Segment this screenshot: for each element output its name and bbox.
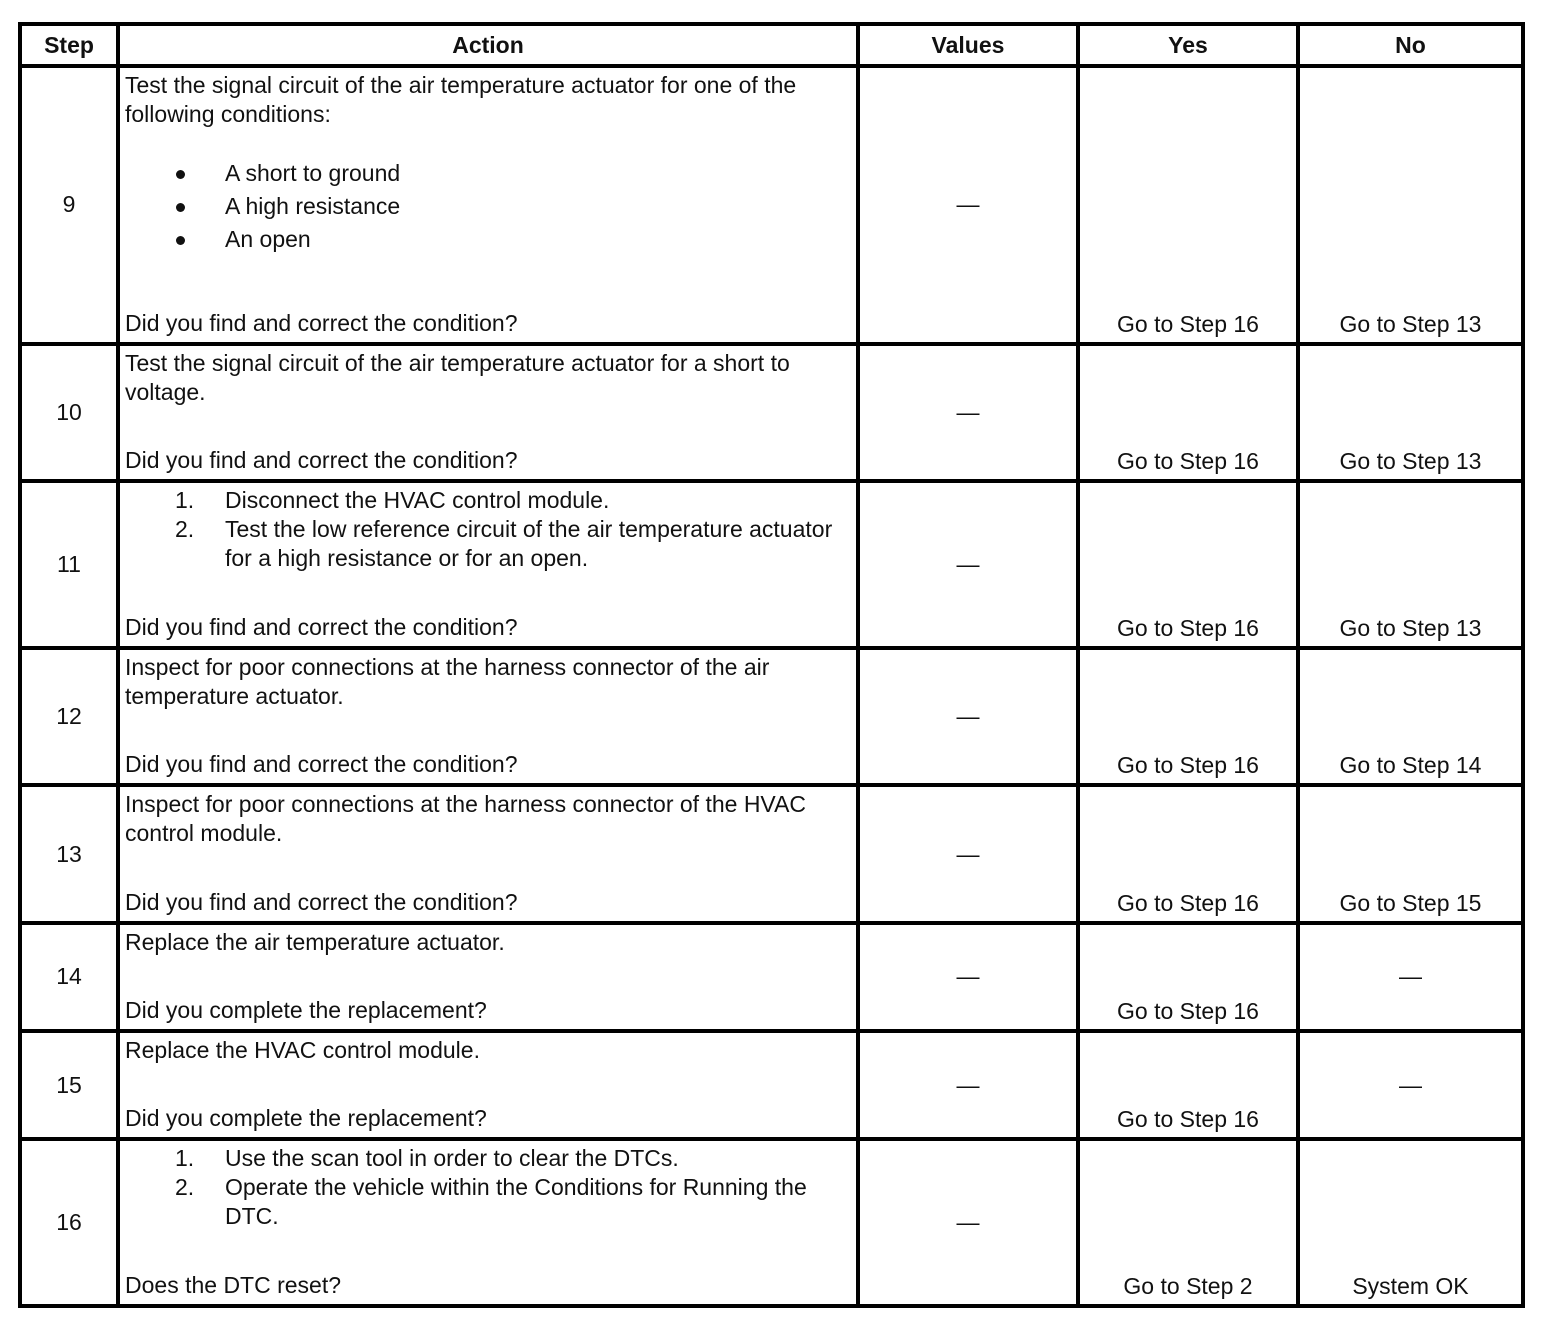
- numbered-list: [125, 1144, 850, 1231]
- yes-cell: Go to Step 16: [1078, 648, 1298, 785]
- values-cell: —: [858, 923, 1078, 1031]
- table-row: [20, 648, 1523, 785]
- table-row: [20, 785, 1523, 922]
- values-cell: —: [858, 66, 1078, 344]
- list-item-text: Operate the vehicle within the Conditions for Running the DTC.: [225, 1174, 807, 1230]
- values-cell: —: [858, 785, 1078, 922]
- step-number: 10: [20, 344, 118, 481]
- yes-cell: Go to Step 16: [1078, 785, 1298, 922]
- question-text: Did you find and correct the condition?: [125, 888, 518, 915]
- question-text: Did you find and correct the condition?: [125, 751, 518, 778]
- values-cell: —: [858, 344, 1078, 481]
- action-cell: [118, 923, 858, 1031]
- yes-cell: Go to Step 16: [1078, 66, 1298, 344]
- list-item: [125, 157, 850, 190]
- list-item-text: A high resistance: [225, 193, 401, 219]
- table-row: [20, 66, 1523, 344]
- yes-cell: Go to Step 2: [1078, 1139, 1298, 1306]
- list-item: [125, 515, 850, 573]
- list-number: 1.: [175, 487, 195, 514]
- list-number: 2.: [175, 516, 195, 543]
- values-cell: —: [858, 1139, 1078, 1306]
- numbered-list: [125, 486, 850, 573]
- table-row: [20, 481, 1523, 648]
- diagnostic-table: [18, 22, 1525, 1308]
- question-text: Did you complete the replacement?: [125, 1105, 487, 1132]
- step-number: 16: [20, 1139, 118, 1306]
- no-cell: —: [1298, 1031, 1523, 1139]
- step-number: 13: [20, 785, 118, 922]
- action-cell: [118, 648, 858, 785]
- question-text: Did you find and correct the condition?: [125, 447, 518, 474]
- list-item-text: An open: [225, 226, 311, 252]
- table-row: [20, 1031, 1523, 1139]
- list-item: [125, 223, 850, 256]
- yes-cell: Go to Step 16: [1078, 481, 1298, 648]
- yes-cell: Go to Step 16: [1078, 344, 1298, 481]
- bullet-icon: [176, 170, 185, 179]
- values-cell: —: [858, 1031, 1078, 1139]
- list-number: 2.: [175, 1174, 195, 1201]
- table-row: [20, 923, 1523, 1031]
- no-cell: —: [1298, 923, 1523, 1031]
- header-step: Step: [20, 24, 118, 66]
- step-number: 12: [20, 648, 118, 785]
- header-action: Action: [118, 24, 858, 66]
- no-cell: Go to Step 15: [1298, 785, 1523, 922]
- list-item: [125, 1144, 850, 1173]
- action-cell: [118, 344, 858, 481]
- list-item: [125, 486, 850, 515]
- question-text: Does the DTC reset?: [125, 1272, 342, 1298]
- header-values: Values: [858, 24, 1078, 66]
- question-text: Did you complete the replacement?: [125, 997, 487, 1024]
- action-text: Replace the air temperature actuator.: [125, 928, 505, 955]
- list-item-text: Use the scan tool in order to clear the DTCs.: [225, 1145, 679, 1172]
- action-cell: [118, 1139, 858, 1306]
- action-text: Replace the HVAC control module.: [125, 1037, 480, 1064]
- values-cell: —: [858, 481, 1078, 648]
- no-cell: Go to Step 13: [1298, 344, 1523, 481]
- bullet-icon: [176, 203, 185, 212]
- step-number: 9: [20, 66, 118, 344]
- list-item-text: Disconnect the HVAC control module.: [225, 487, 610, 514]
- step-number: 15: [20, 1031, 118, 1139]
- list-item: [125, 1173, 850, 1231]
- list-item-text: Test the low reference circuit of the air temperature actuator for a high resistance or for an open.: [225, 516, 833, 572]
- header-yes: Yes: [1078, 24, 1298, 66]
- table-row: [20, 1139, 1523, 1306]
- action-text: Inspect for poor connections at the harness connector of the air temperature actuator.: [125, 653, 770, 709]
- action-text: Test the signal circuit of the air temperature actuator for a short to voltage.: [125, 349, 790, 405]
- list-item-text: A short to ground: [225, 160, 401, 186]
- action-cell: [118, 785, 858, 922]
- action-cell: [118, 66, 858, 344]
- action-cell: [118, 481, 858, 648]
- header-row: [20, 24, 1523, 66]
- values-cell: —: [858, 648, 1078, 785]
- question-text: Did you find and correct the condition?: [125, 309, 518, 336]
- table-row: [20, 344, 1523, 481]
- step-number: 11: [20, 481, 118, 648]
- bullet-icon: [176, 236, 185, 245]
- no-cell: System OK: [1298, 1139, 1523, 1306]
- yes-cell: Go to Step 16: [1078, 923, 1298, 1031]
- header-no: No: [1298, 24, 1523, 66]
- no-cell: Go to Step 14: [1298, 648, 1523, 785]
- step-number: 14: [20, 923, 118, 1031]
- yes-cell: Go to Step 16: [1078, 1031, 1298, 1139]
- no-cell: Go to Step 13: [1298, 481, 1523, 648]
- condition-list: [125, 157, 850, 256]
- no-cell: Go to Step 13: [1298, 66, 1523, 344]
- action-text: Test the signal circuit of the air temperature actuator for one of the following conditions:: [125, 72, 797, 127]
- question-text: Did you find and correct the condition?: [125, 613, 518, 640]
- table-body: [20, 66, 1523, 1306]
- action-cell: [118, 1031, 858, 1139]
- list-number: 1.: [175, 1145, 195, 1172]
- list-item: [125, 190, 850, 223]
- action-text: Inspect for poor connections at the harness connector of the HVAC control module.: [125, 791, 807, 847]
